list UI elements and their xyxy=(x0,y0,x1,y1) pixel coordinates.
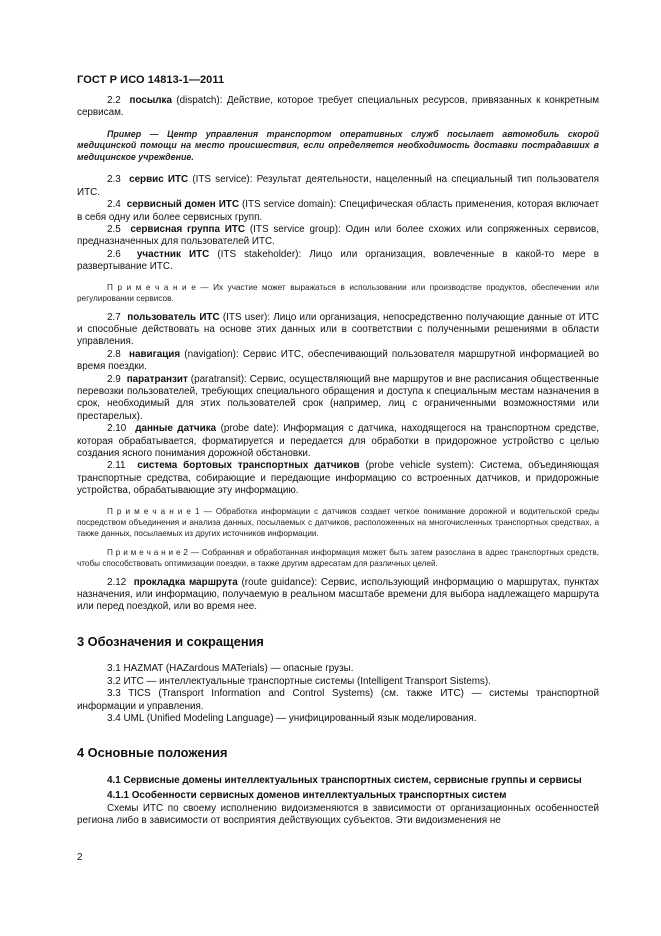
page-content xyxy=(77,95,599,827)
section-4-heading: 4 Основные положения xyxy=(77,745,228,761)
abbrev-3-3: 3.3 TICS (Transport Information and Control Systems) (см. также ИТС) — системы транспортной информации и управления. xyxy=(77,688,599,712)
definition-2-3: 2.3 сервис ИТС (ITS service): Результат деятельности, нацеленный на специальный тип пользователя ИТС. xyxy=(77,174,599,198)
section-4-paragraph: Схемы ИТС по своему исполнению видоизменяются в зависимости от организационных особенностей региона либо в зависимости от восприятия действующих субъектов. Эти видоизменения не xyxy=(77,802,599,826)
abbrev-3-4: 3.4 UML (Unified Modeling Language) — унифицированный язык моделирования. xyxy=(107,712,477,724)
page-number: 2 xyxy=(77,852,83,863)
definition-2-5: 2.5 сервисная группа ИТС (ITS service group): Один или более схожих или сопряженных сервисов, предназначенных для пользователей ИТС. xyxy=(77,223,599,248)
definition-2-11: 2.11 система бортовых транспортных датчиков (probe vehicle system): Система, объединяющая транспортные средства, собирающие и передающие информацию со встроенных датчиков, и придорожные устройства, обрабатывающие эту информацию. xyxy=(77,460,599,497)
section-3-heading: 3 Обозначения и сокращения xyxy=(77,633,264,649)
definition-2-4: 2.4 сервисный домен ИТС (ITS service domain): Специфическая область применения, которая включает в себя одну или более сервисных групп. xyxy=(77,199,599,223)
definition-2-8: 2.8 навигация (navigation): Сервис ИТС, обеспечивающий пользователя маршрутной информацией во время поездки. xyxy=(77,348,599,373)
note-2-6: П р и м е ч а н и е — Их участие может выражаться в использовании или производстве продуктов, обеспечении или регулировании сервисов. xyxy=(77,282,599,303)
note-1-2-11: П р и м е ч а н и е 1 — Обработка информации с датчиков создает четкое понимание дорожной и водительской среды посредством объединения и анализа данных, посылаемых с датчиков, расположенных на многочисленных транспортных средствах, а также данных, посылаемых из других источников информации. xyxy=(77,506,599,538)
subsection-4-1-heading: 4.1 Сервисные домены интеллектуальных транспортных систем, сервисные группы и сервисы xyxy=(107,774,582,786)
abbrev-3-1: 3.1 HAZMAT (HAZardous MATerials) — опасные грузы. xyxy=(107,663,354,675)
definition-2-9: 2.9 паратранзит (paratransit): Сервис, осуществляющий вне маршрутов и вне расписания общественные перевозки пользователей, требующих специального обращения и доступа к специальным местам назначения в срок, необходимый для этих пользователей срок (например, лиц с ограниченными возможностями или престарелых). xyxy=(77,373,599,422)
definition-2-2: 2.2 посылка (dispatch): Действие, которое требует специальных ресурсов, привязанных к конкретным сервисам. xyxy=(77,95,599,119)
definition-2-6: 2.6 участник ИТС (ITS stakeholder): Лицо или организация, вовлеченные в какой-то мере в развертывание ИТС. xyxy=(77,248,599,273)
definition-2-7: 2.7 пользователь ИТС (ITS user): Лицо или организация, непосредственно получающие данные от ИТС и способные действовать на основе этих данных или в соответствии с полученными решениями в области управления. xyxy=(77,311,599,348)
abbrev-3-2: 3.2 ИТС — интеллектуальные транспортные системы (Intelligent Transport Sistems). xyxy=(107,675,491,687)
subsection-4-1-1-heading: 4.1.1 Особенности сервисных доменов интеллектуальных транспортных систем xyxy=(107,790,507,802)
example-text: Пример — Центр управления транспортом оперативных служб посылает автомобиль скорой медицинской помощи на место происшествия, если определяется необходимость доставки пострадавших в медицинское учреждение. xyxy=(77,128,599,162)
definition-2-12: 2.12 прокладка маршрута (route guidance): Сервис, использующий информацию о маршрутах, пунктах назначения, или информацию, получаемую в реальном масштабе времени для выбора надлежащего маршрута или перед поездкой, или во время нее. xyxy=(77,576,599,613)
document-header: ГОСТ Р ИСО 14813-1—2011 xyxy=(77,74,225,86)
note-2-2-11: П р и м е ч а н и е 2 — Собранная и обработанная информация может быть затем разослана в адрес транспортных средств, чтобы способствовать оптимизации поездки, а также другим адресатам для различных целей. xyxy=(77,547,599,568)
definition-2-10: 2.10 данные датчика (probe date): Информация с датчика, находящегося на транспортном средстве, которая обрабатывается, форматируется и передается для обработки в придорожное устройство с целью создания ясного понимания дорожной обстановки. xyxy=(77,423,599,460)
